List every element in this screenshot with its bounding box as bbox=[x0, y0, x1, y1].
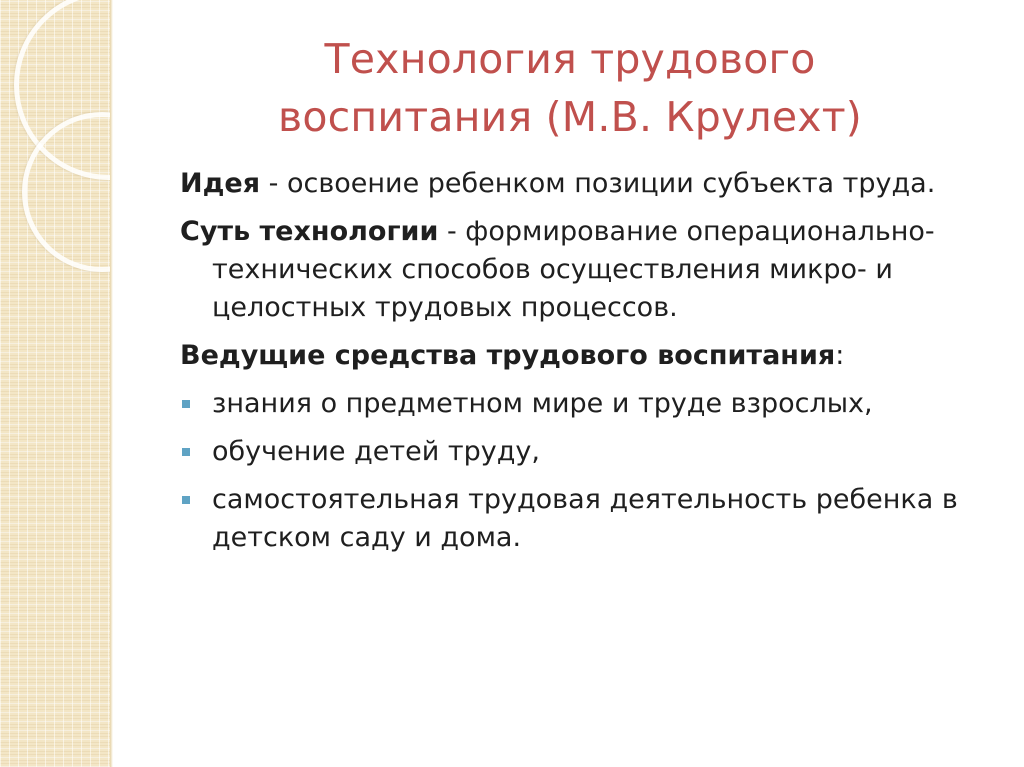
idea-text: - освоение ребенком позиции субъекта труда. bbox=[260, 168, 936, 199]
means-list bbox=[180, 385, 1000, 557]
idea-paragraph bbox=[180, 165, 1000, 203]
means-label: Ведущие средства трудового воспитания bbox=[180, 340, 836, 371]
list-item bbox=[180, 385, 1000, 423]
list-item bbox=[180, 433, 1000, 471]
means-suffix: : bbox=[835, 340, 845, 371]
means-heading bbox=[180, 337, 1000, 375]
strip-divider bbox=[110, 0, 113, 767]
list-item-text: самостоятельная трудовая деятельность ребенка в детском саду и дома. bbox=[212, 484, 958, 553]
title-line-2: воспитания (М.В. Крулехт) bbox=[278, 93, 862, 141]
list-item bbox=[180, 481, 1000, 557]
essence-paragraph bbox=[180, 213, 1000, 327]
bullet-square-icon bbox=[182, 448, 190, 456]
list-item-text: знания о предметном мире и труде взрослых, bbox=[212, 388, 873, 419]
idea-label: Идея bbox=[180, 168, 261, 199]
slide-content bbox=[180, 165, 1000, 567]
title-line-1: Технология трудового bbox=[324, 35, 816, 83]
list-item-text: обучение детей труду, bbox=[212, 436, 540, 467]
bullet-square-icon bbox=[182, 400, 190, 408]
essence-label: Суть технологии bbox=[180, 216, 439, 247]
bullet-square-icon bbox=[182, 496, 190, 504]
slide-title bbox=[140, 30, 1000, 146]
essence-text: - формирование операционально-технических способов осуществления микро- и целостных трудовых процессов. bbox=[212, 216, 935, 323]
